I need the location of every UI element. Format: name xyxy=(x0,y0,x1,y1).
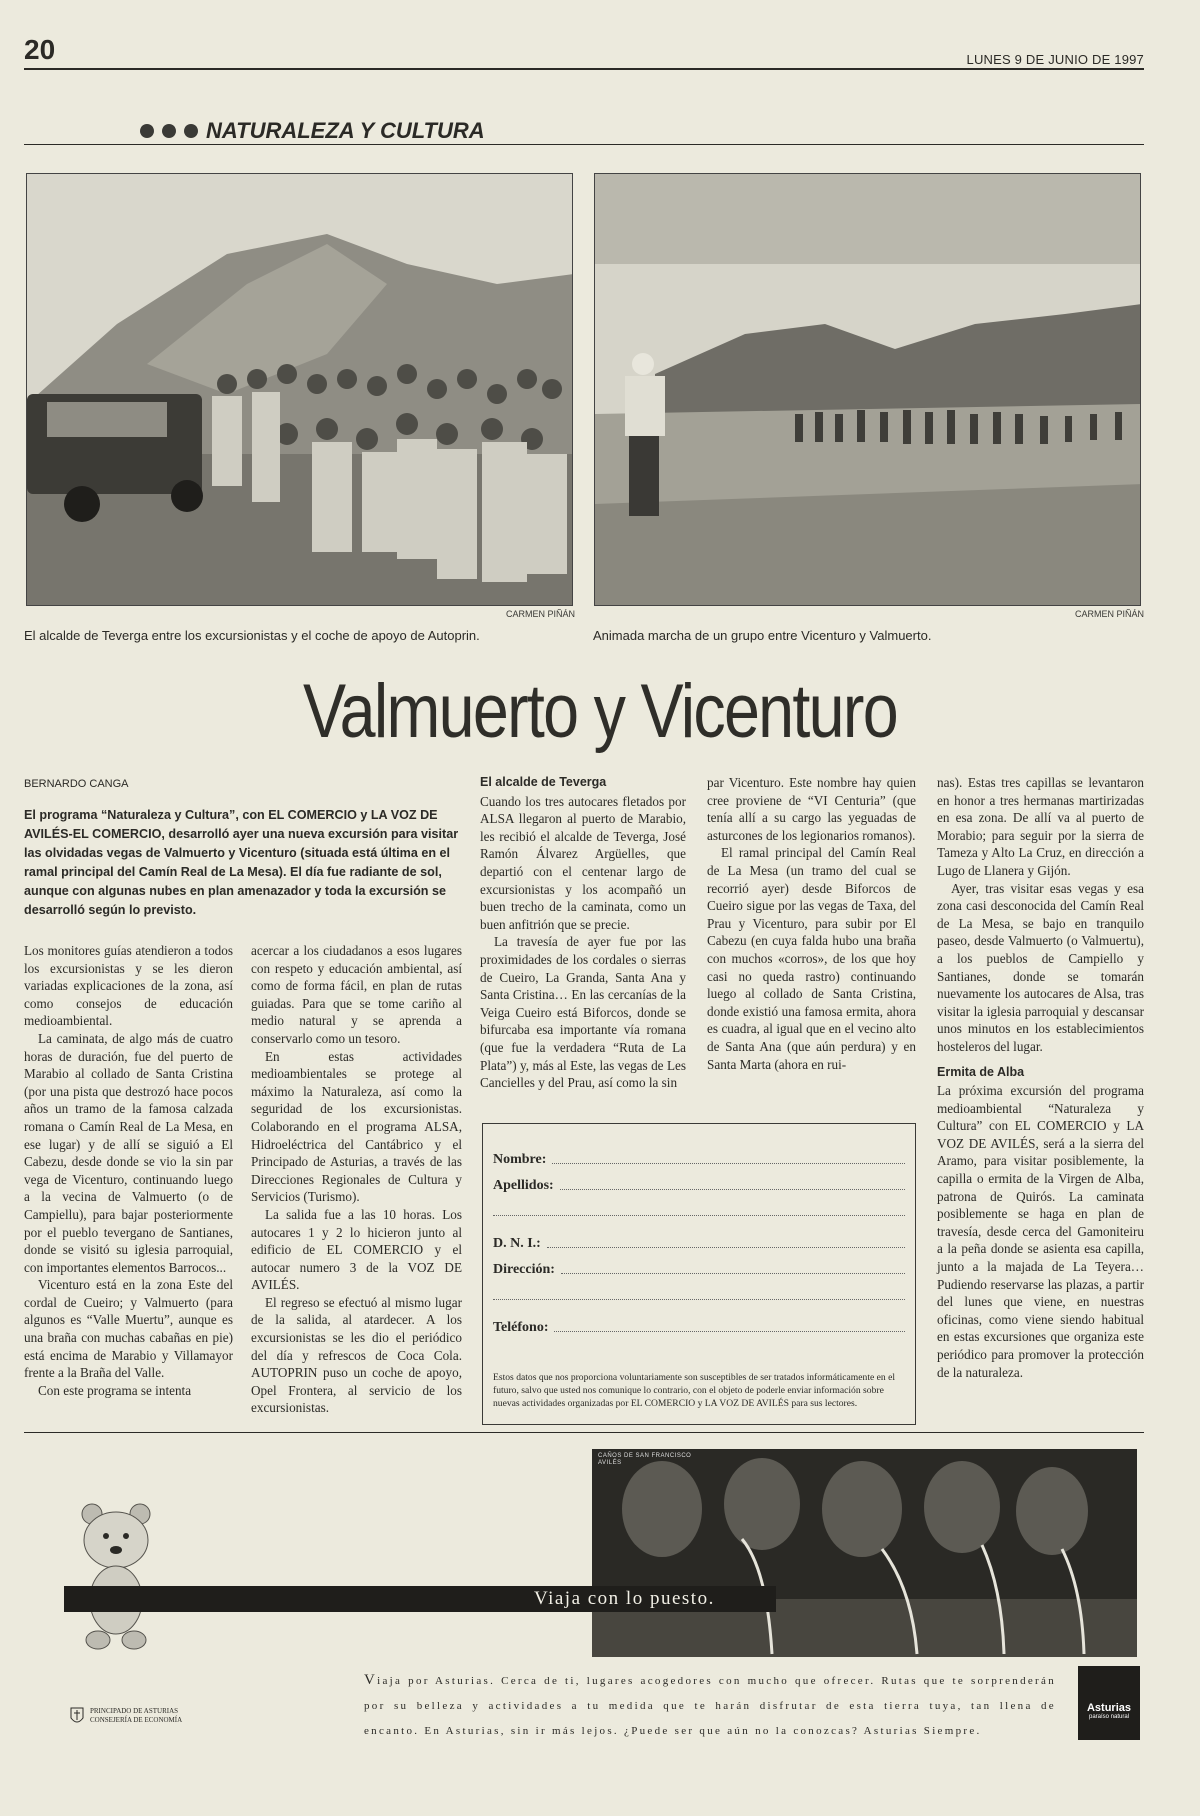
ad-photo-label xyxy=(598,1453,691,1467)
photo-hiking-group xyxy=(594,173,1141,606)
article-column-3 xyxy=(480,774,686,1092)
bullet-icon xyxy=(184,124,198,138)
paragraph: El regreso se efectuó al mismo lugar de la salida, al atardecer. A los excursionistas se les dio el periódico del día y refrescos de Coca Cola. AUTOPRIN puso un coche de apoyo, Opel Frontera, al servicio de los excursionistas. xyxy=(251,1294,462,1416)
header-rule xyxy=(24,68,1144,70)
form-label: Nombre: xyxy=(493,1152,547,1167)
page-number: 20 xyxy=(24,34,56,65)
ad-body-text xyxy=(364,1668,1056,1744)
ad-photo-label-line: AVILÉS xyxy=(598,1460,622,1466)
form-field-line[interactable] xyxy=(560,1189,905,1190)
page-date: LUNES 9 DE JUNIO DE 1997 xyxy=(966,52,1144,67)
article-column-4 xyxy=(707,774,916,1073)
form-row-apellidos[interactable] xyxy=(493,1168,905,1194)
form-label: Dirección: xyxy=(493,1262,555,1277)
form-row-blank[interactable] xyxy=(493,1278,905,1304)
coat-of-arms-icon xyxy=(70,1706,84,1726)
form-label: Apellidos: xyxy=(493,1178,554,1193)
paragraph: Cuando los tres autocares fletados por ALSA llegaron al puerto de Marabio, les recibió el alcalde de Teverga, José Ramón Álvarez Argüelles, que departió con el centenar largo de excursionistas y los acompañó un buen trecho de la caminata, como un buen anfitrión que se precie. xyxy=(480,793,686,932)
paragraph: acercar a los ciudadanos a esos lugares con respeto y educación ambiental, así como de forma fácil, en plan de rutas guiadas. Para que se tome cariño al medio natural y se aprenda a conservarlo como un tesoro. xyxy=(251,943,462,1046)
paragraph: Ayer, tras visitar esas vegas y esa zona casi desconocida del Camín Real de La Mesa, se bajo en tranquilo paseo, desde Valmuerto (o Valmuertu), a los pueblos de Campiello y Santianes, donde se tomarán nuevamente los autocares de Alsa, tras visitar la iglesia parroquial y descansar unos minutos en los establecimientos hosteleros del lugar. xyxy=(937,880,1144,1054)
subheading: El alcalde de Teverga xyxy=(480,775,607,789)
photo-credit: CARMEN PIÑÁN xyxy=(1075,609,1145,619)
photo-caption: El alcalde de Teverga entre los excursionistas y el coche de apoyo de Autoprin. xyxy=(24,628,480,643)
paragraph: Con este programa se intenta xyxy=(38,1382,192,1398)
paragraph: Los monitores guías atendieron a todos los excursionistas y se les dieron variadas explicaciones de la zona, así como consejos de educación medioambiental. xyxy=(24,943,233,1029)
principado-name: PRINCIPADO DE ASTURIAS xyxy=(90,1707,179,1715)
asturias-logo xyxy=(1078,1666,1140,1740)
ad-photo-fountain xyxy=(592,1449,1137,1657)
logo-name: Asturias xyxy=(1086,1702,1132,1714)
paragraph: La próxima excursión del programa medioambiental “Naturaleza y Cultura” con EL COMERCIO y LA VOZ DE AVILÉS, será a la sierra del Aramo, para visitar posiblemente, la capilla o ermita de la Virgen de Alba, patrona de Quirós. La caminata posiblemente se haga en plan de travesía, desde cerca del Gamoniteiru a la peña donde se asienta esa capilla, junto a la majada de La Teyera… Pudiendo reservarse las plazas, a partir del lunes que viene, en nuestras oficinas, como viene siendo habitual en estas excursiones que organiza este periódico para promover la protección de la naturaleza. xyxy=(937,1083,1144,1380)
paragraph: nas). Estas tres capillas se levantaron en honor a tres hermanas martirizadas en esa zona. De allí va al puerto de Morabio; para seguir por la sierra de Tameza y Alto La Cruz, en dirección a Lugo de Llanera y Gijón. xyxy=(937,775,1144,878)
form-field-line[interactable] xyxy=(547,1247,905,1248)
form-field-line[interactable] xyxy=(561,1273,905,1274)
principado-logo xyxy=(70,1706,182,1726)
paragraph: La salida fue a las 10 horas. Los autocares 1 y 2 lo hicieron junto al edificio de EL COMERCIO y el autocar numero 3 de la VOZ DE AVILÉS. xyxy=(251,1206,462,1293)
form-row-dni[interactable] xyxy=(493,1226,905,1252)
headline: Valmuerto y Vicenturo xyxy=(303,669,897,754)
paragraph: La travesía de ayer fue por las proximidades de los cordales o sierras de Cueiro, La Granda, Santa Ana y Santa Cristina… En las cercanías de la Veiga Cueiro está Biforcos, donde se bifurcaba esa importante vía romana (que fue la verdadera “Ruta de La Plata”) y, más al Este, las vegas de Les Cancielles y del Prau, así como la sin xyxy=(480,934,686,1091)
form-row-nombre[interactable] xyxy=(493,1142,905,1168)
paragraph: par Vicenturo. Este nombre hay quien cree proviene de “VI Centuria” (que tenía allí a su cargo las yeguadas de asturcones de los legionarios romanos). xyxy=(707,775,916,843)
form-row-telefono[interactable] xyxy=(493,1310,905,1336)
form-privacy-note: Estos datos que nos proporciona voluntariamente son susceptibles de ser tratados informáticamente en el futuro, salvo que usted nos comunique lo contrario, con el objeto de poderle enviar información sobre nuevas actividades organizadas por EL COMERCIO y LA VOZ DE AVILÉS para sus lectores. xyxy=(493,1372,896,1409)
form-label: Teléfono: xyxy=(493,1320,549,1335)
ad-body: iaja por Asturias. Cerca de ti, lugares acogedores con mucho que ofrecer. Rutas que te sorprenderán por su belleza y actividades a tu medida que te harán disfrutar de esta tierra tuya, tan llena de encanto. En Asturias, sin ir más lejos. ¿Puede ser que aún no la conozcas? Asturias Siempre. xyxy=(364,1675,1056,1737)
bear-mascot-icon xyxy=(70,1500,170,1665)
bullet-icon xyxy=(140,124,154,138)
byline: BERNARDO CANGA xyxy=(24,778,129,790)
logo-tagline: paraíso natural xyxy=(1088,1714,1130,1720)
paragraph: El ramal principal del Camín Real de La Mesa (un tramo del cual se recorrió ayer) desde Biforcos de Cueiro sigue por las vegas de Taxa, del Prau y Vicenturo, para subir por El Cabezu (en cuya falda hubo una braña con muchos «corros», de los que hoy casi no queda rastro) continuando luego al collado de Santa Cristina, donde existió una famosa ermita, ahora es cuadra, al igual que en el vecino alto de Santa Ana (que aún perdura) y en Santa Marta (ahora en rui- xyxy=(707,845,916,1072)
section-title: NATURALEZA Y CULTURA xyxy=(206,118,485,143)
photo-credit: CARMEN PIÑÁN xyxy=(506,609,576,619)
article-column-5 xyxy=(937,774,1144,1381)
form-label: D. N. I.: xyxy=(493,1236,541,1251)
paragraph: En estas actividades medioambientales se protege al máximo la Naturaleza, así como la seguridad de los excursionistas. Colaborando en el programa ALSA, Hidroeléctrica del Cantábrico y el Principado de Asturias, a través de las Direcciones Regionales de Cultura y Servicios (Turismo). xyxy=(251,1048,462,1205)
subheading: Ermita de Alba xyxy=(937,1064,1025,1079)
photo-caption: Animada marcha de un grupo entre Vicenturo y Valmuerto. xyxy=(593,628,932,643)
form-field-line[interactable] xyxy=(552,1163,905,1164)
form-row-blank[interactable] xyxy=(493,1194,905,1220)
consejeria-name: CONSEJERÍA DE ECONOMÍA xyxy=(90,1716,183,1724)
advert-rule xyxy=(24,1432,1144,1433)
section-rule xyxy=(24,144,1144,145)
photo-excursionists-car xyxy=(26,173,573,606)
section-heading xyxy=(140,118,485,144)
paragraph: La caminata, de algo más de cuatro horas de duración, fue del puerto de Marabio al collado de Santa Cristina (por una pista que destrozó hace pocos años un tramo de la famosa calzada romana o Camín Real de La Mesa, en ese lugar) y de allí se siguió a El Cabezu, desde donde se vio la sin par vega de Vicenturo, continuando luego a la vecina de Valmuerto (o de Campiellu), para bajar posteriormente por el pueblo tevergano de Santianes, donde se visitó su iglesia parroquial, con importantes elementos Barrocos... xyxy=(24,1030,233,1275)
lead-paragraph: El programa “Naturaleza y Cultura”, con EL COMERCIO y LA VOZ DE AVILÉS-EL COMERCIO, desarrolló ayer una nueva excursión para visitar las olvidadas vegas de Valmuerto y Vicenturo (situada está última en el ramal principal del Camín Real de La Mesa). El día fue radiante de sol, aunque con algunas nubes en plan amenazador y toda la excursión se desarrolló según lo previsto. xyxy=(24,808,459,917)
form-field-line[interactable] xyxy=(554,1331,905,1332)
paragraph: Vicenturo está en la zona Este del cordal de Cueiro; y Valmuerto (para algunos es “Valle Muertu”, aunque es una braña con muchas cabañas en pie) está encima de Marabio y Villamayor frente a la Braña del Valle. xyxy=(24,1277,233,1381)
article-column-2 xyxy=(251,942,462,1417)
registration-form xyxy=(482,1123,916,1425)
bullet-icon xyxy=(162,124,176,138)
ad-slogan: Viaja con lo puesto. xyxy=(534,1588,715,1609)
form-field-line[interactable] xyxy=(493,1299,905,1300)
ad-photo-label-line: CAÑOS DE SAN FRANCISCO xyxy=(598,1453,692,1459)
article-column-1 xyxy=(24,942,233,1399)
form-field-line[interactable] xyxy=(493,1215,905,1216)
form-row-direccion[interactable] xyxy=(493,1252,905,1278)
ad-body-initial: V xyxy=(364,1672,378,1688)
